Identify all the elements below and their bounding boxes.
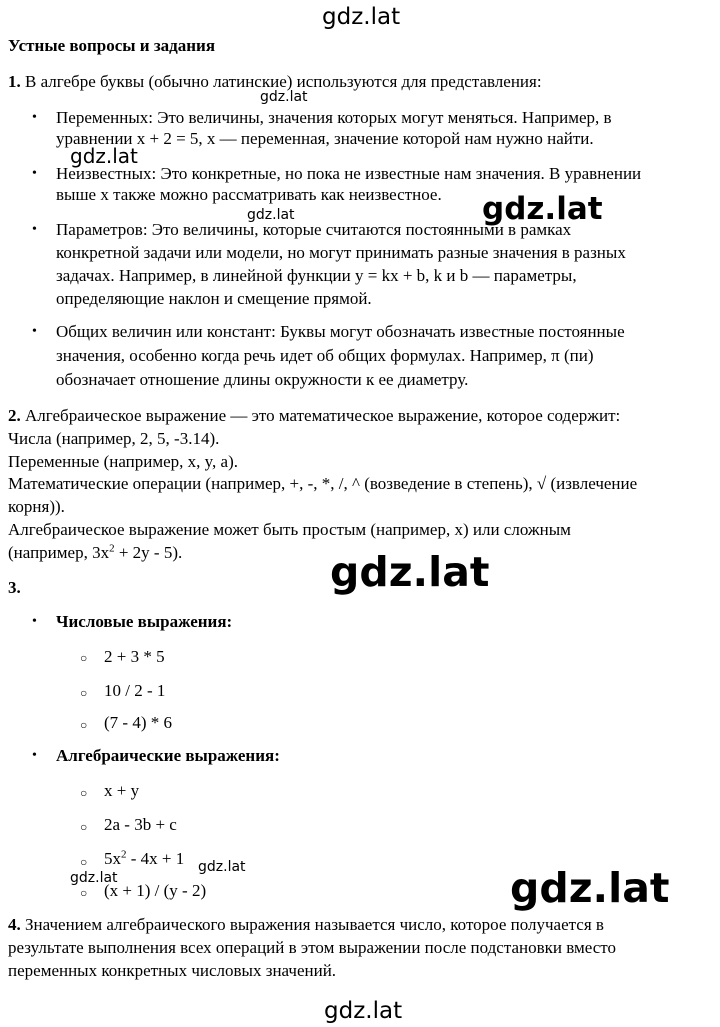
text-line: Математические операции (например, +, -, *, /, ^ (возведение в степень), √ (извлечение — [8, 474, 638, 493]
text-line: корня)). — [8, 497, 65, 516]
question-number: 1. — [8, 72, 21, 91]
text-part: - 4x + 1 — [126, 849, 185, 868]
text-line: Переменные (например, x, y, a). — [8, 452, 239, 471]
bullet-icon: • — [32, 614, 37, 629]
list-item-line: конкретной задачи или модели, но могут принимать разные значения в разных — [56, 243, 626, 262]
text-part: 5x — [104, 849, 121, 868]
watermark: gdz.lat — [198, 859, 246, 875]
text-line: Числа (например, 2, 5, -3.14). — [8, 429, 220, 448]
text-line: результате выполнения всех операций в этом выражении после подстановки вместо — [8, 938, 616, 957]
expression — [104, 849, 184, 869]
list-item-line: выше x также можно рассматривать как неизвестное. — [56, 185, 442, 204]
question-1 — [8, 72, 542, 92]
list-item-line: Неизвестных: Это конкретные, но пока не известные нам значения. В уравнении — [56, 164, 642, 183]
expression: (7 - 4) * 6 — [104, 713, 172, 732]
subheading: Алгебраические выражения: — [56, 746, 280, 765]
expression: (x + 1) / (y - 2) — [104, 881, 207, 900]
list-item-line: уравнении x + 2 = 5, x — переменная, значение которой нам нужно найти. — [56, 129, 594, 148]
list-item-line: Общих величин или констант: Буквы могут обозначать известные постоянные — [56, 322, 625, 341]
text-line — [8, 543, 182, 563]
expression: x + y — [104, 781, 140, 800]
bullet-icon: • — [32, 222, 37, 237]
list-item-line: Параметров: Это величины, которые считаются постоянными в рамках — [56, 220, 572, 239]
text-part: + 2y - 5). — [114, 543, 183, 562]
bullet-icon: • — [32, 748, 37, 763]
question-number: 4. — [8, 915, 21, 934]
circle-bullet-icon: ○ — [80, 820, 88, 834]
expression: 2 + 3 * 5 — [104, 647, 165, 666]
watermark: gdz.lat — [322, 4, 401, 30]
list-item-line: определяющие наклон и смещение прямой. — [56, 289, 372, 308]
superscript: 2 — [109, 542, 115, 555]
list-item-line: значения, особенно когда речь идет об общих формулах. Например, π (пи) — [56, 346, 594, 365]
subheading: Числовые выражения: — [56, 612, 233, 631]
bullet-icon: • — [32, 324, 37, 339]
watermark: gdz.lat — [330, 548, 490, 596]
circle-bullet-icon: ○ — [80, 855, 88, 869]
text-line: Алгебраическое выражение может быть простым (например, x) или сложным — [8, 520, 571, 539]
circle-bullet-icon: ○ — [80, 651, 88, 665]
question-text: Алгебраическое выражение — это математическое выражение, которое содержит: — [25, 406, 621, 425]
question-number: 2. — [8, 406, 21, 425]
expression: 2a - 3b + c — [104, 815, 177, 834]
expression: 10 / 2 - 1 — [104, 681, 166, 700]
superscript: 2 — [121, 848, 127, 861]
question-4 — [8, 915, 604, 935]
question-2 — [8, 406, 620, 426]
watermark: gdz.lat — [324, 998, 403, 1024]
watermark: gdz.lat — [260, 89, 308, 105]
question-number: 3. — [8, 578, 21, 597]
circle-bullet-icon: ○ — [80, 786, 88, 800]
watermark: gdz.lat — [482, 191, 603, 227]
question-text: Значением алгебраического выражения называется число, которое получается в — [25, 915, 604, 934]
circle-bullet-icon: ○ — [80, 886, 88, 900]
list-item-line: обозначает отношение длины окружности к ее диаметру. — [56, 370, 469, 389]
list-item-line: задачах. Например, в линейной функции y = kx + b, k и b — параметры, — [56, 266, 577, 285]
watermark: gdz.lat — [510, 864, 670, 912]
circle-bullet-icon: ○ — [80, 718, 88, 732]
circle-bullet-icon: ○ — [80, 686, 88, 700]
bullet-icon: • — [32, 166, 37, 181]
text-line: переменных конкретных числовых значений. — [8, 961, 337, 980]
watermark: gdz.lat — [247, 207, 295, 223]
list-item-line: Переменных: Это величины, значения которых могут меняться. Например, в — [56, 108, 612, 127]
watermark: gdz.lat — [70, 144, 138, 168]
section-title: Устные вопросы и задания — [8, 36, 216, 55]
watermark: gdz.lat — [70, 870, 118, 886]
text-part: (например, 3x — [8, 543, 110, 562]
bullet-icon: • — [32, 110, 37, 125]
question-text: В алгебре буквы (обычно латинские) используются для представления: — [25, 72, 542, 91]
